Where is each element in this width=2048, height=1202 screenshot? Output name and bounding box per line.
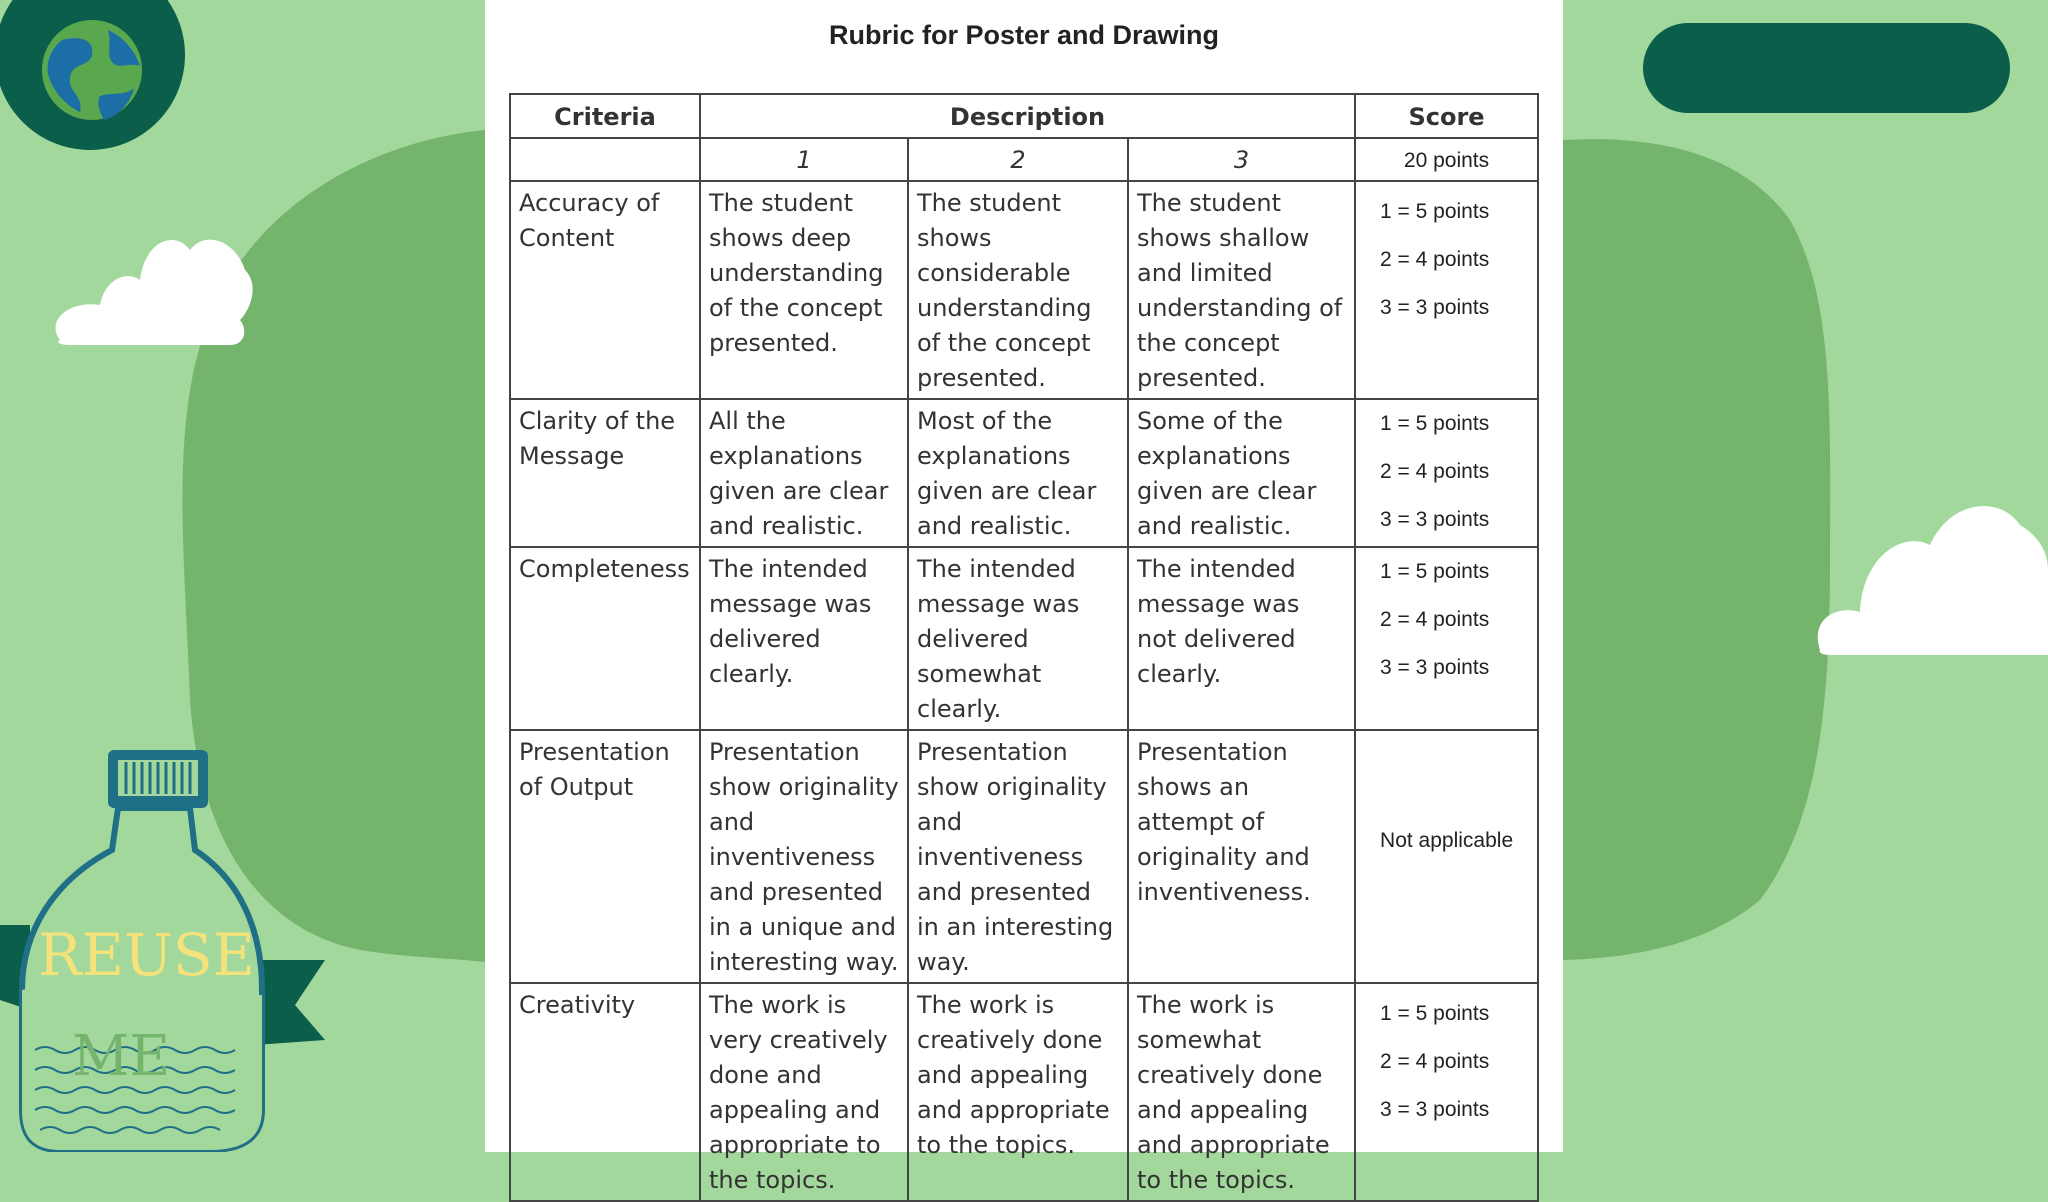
description-cell: All the explanations given are clear and realistic. xyxy=(700,399,908,547)
description-cell: The intended message was not delivered clearly. xyxy=(1128,547,1355,730)
bottle-word-reuse: REUSE xyxy=(38,921,255,989)
description-cell: Presentation show originality and inventiveness and presented in an interesting way. xyxy=(908,730,1128,983)
table-levels-row xyxy=(510,138,1538,181)
criteria-cell: Completeness xyxy=(510,547,700,730)
header-criteria: Criteria xyxy=(510,94,700,138)
criteria-cell: Accuracy of Content xyxy=(510,181,700,399)
score-cell xyxy=(1355,399,1538,547)
description-cell: The intended message was delivered somewhat clearly. xyxy=(908,547,1128,730)
description-cell: Most of the explanations given are clear and realistic. xyxy=(908,399,1128,547)
score-cell xyxy=(1355,547,1538,730)
description-cell: The work is very creatively done and appealing and appropriate to the topics. xyxy=(700,983,908,1201)
score-line: 2 = 4 points xyxy=(1380,608,1490,631)
description-cell: The student shows shallow and limited understanding of the concept presented. xyxy=(1128,181,1355,399)
score-total: 20 points xyxy=(1355,138,1538,181)
levels-empty-cell xyxy=(510,138,700,181)
score-line: 3 = 3 points xyxy=(1380,508,1490,531)
right-blob xyxy=(1563,139,1830,960)
criteria-cell: Clarity of the Message xyxy=(510,399,700,547)
table-row xyxy=(510,983,1538,1201)
score-cell xyxy=(1355,983,1538,1201)
globe-icon xyxy=(42,20,142,120)
description-cell: Presentation show originality and inventiveness and presented in a unique and interesting way. xyxy=(700,730,908,983)
score-line: 2 = 4 points xyxy=(1380,248,1490,271)
score-cell xyxy=(1355,181,1538,399)
level-3: 3 xyxy=(1128,138,1355,181)
description-cell: The student shows considerable understanding of the concept presented. xyxy=(908,181,1128,399)
score-line: 3 = 3 points xyxy=(1380,1098,1490,1121)
description-cell: The intended message was delivered clearly. xyxy=(700,547,908,730)
header-description: Description xyxy=(700,94,1355,138)
rubric-table xyxy=(509,93,1539,1202)
table-row xyxy=(510,730,1538,983)
header-score: Score xyxy=(1355,94,1538,138)
criteria-cell: Creativity xyxy=(510,983,700,1201)
score-line: 2 = 4 points xyxy=(1380,460,1490,483)
criteria-cell: Presentation of Output xyxy=(510,730,700,983)
bottle-word-me: ME xyxy=(72,1024,171,1089)
score-not-applicable: Not applicable xyxy=(1380,829,1514,852)
description-cell: Some of the explanations given are clear and realistic. xyxy=(1128,399,1355,547)
teal-pill xyxy=(1643,23,2010,113)
table-row xyxy=(510,399,1538,547)
table-row xyxy=(510,547,1538,730)
description-cell: The student shows deep understanding of the concept presented. xyxy=(700,181,908,399)
score-line: 2 = 4 points xyxy=(1380,1050,1490,1073)
level-1: 1 xyxy=(700,138,908,181)
document-title: Rubric for Poster and Drawing xyxy=(828,20,1220,50)
rubric-document xyxy=(485,0,1563,1194)
score-line: 1 = 5 points xyxy=(1380,412,1490,435)
description-cell: Presentation shows an attempt of originality and inventiveness. xyxy=(1128,730,1355,983)
score-line: 1 = 5 points xyxy=(1380,200,1490,223)
score-cell xyxy=(1355,730,1538,983)
level-2: 2 xyxy=(908,138,1128,181)
table-header-row xyxy=(510,94,1538,138)
cloud-right xyxy=(1818,506,2048,655)
table-row xyxy=(510,181,1538,399)
score-line: 1 = 5 points xyxy=(1380,560,1490,583)
description-cell: The work is somewhat creatively done and appealing and appropriate to the topics. xyxy=(1128,983,1355,1201)
cloud-left xyxy=(56,240,253,345)
score-line: 3 = 3 points xyxy=(1380,656,1490,679)
description-cell: The work is creatively done and appealing and appropriate to the topics. xyxy=(908,983,1128,1201)
score-line: 1 = 5 points xyxy=(1380,1002,1490,1025)
score-line: 3 = 3 points xyxy=(1380,296,1490,319)
